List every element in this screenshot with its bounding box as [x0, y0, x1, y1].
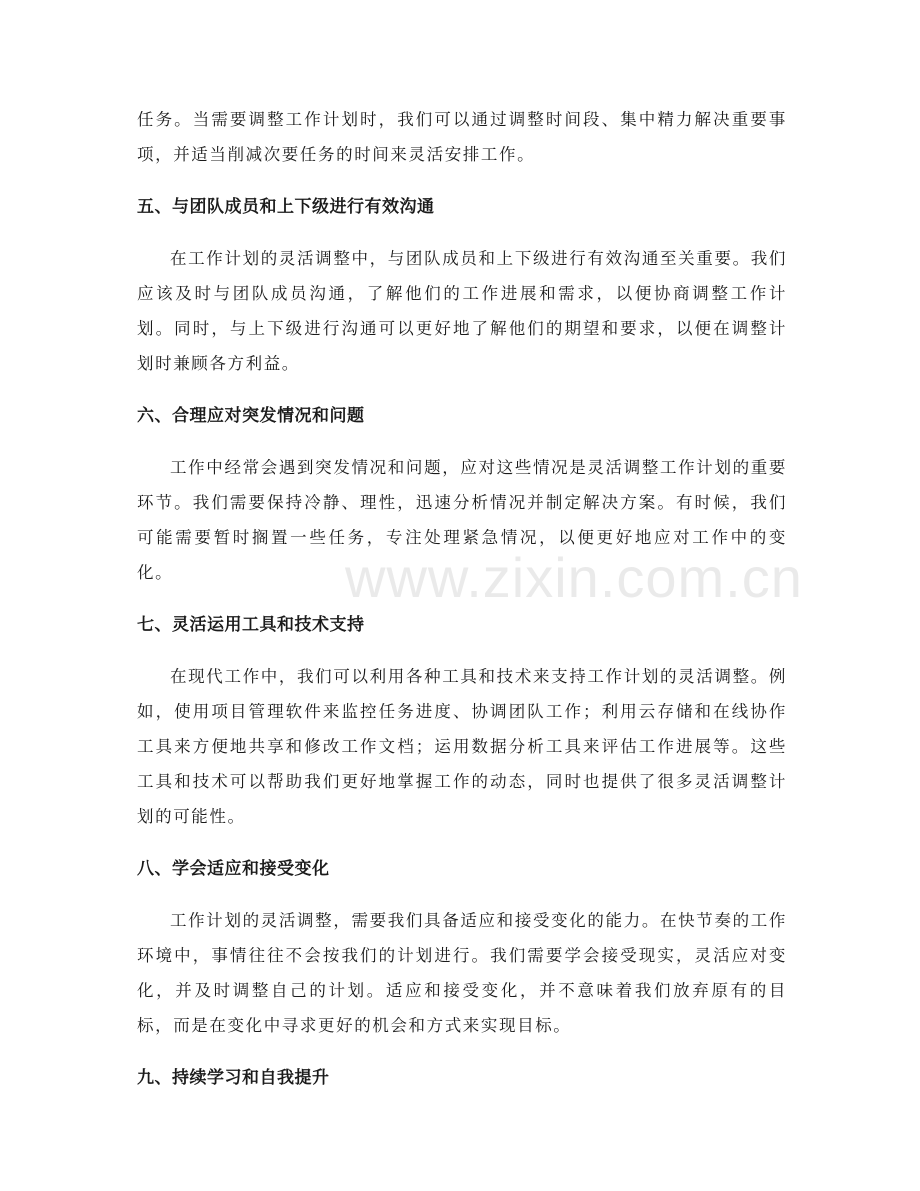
- section-heading-5: 五、与团队成员和上下级进行有效沟通: [137, 197, 435, 217]
- spacer: [137, 1043, 787, 1061]
- section-heading-7: 七、灵活运用工具和技术支持: [137, 615, 365, 635]
- watermark: www.zixin.com.cn: [345, 546, 803, 609]
- spacer: [137, 834, 787, 852]
- section-heading-6: 六、合理应对突发情况和问题: [137, 406, 365, 426]
- spacer: [137, 643, 787, 659]
- spacer: [137, 887, 787, 903]
- section-body-7: 在现代工作中，我们可以利用各种工具和技术来支持工作计划的灵活调整。例如，使用项目管理软件来监控任务进度、协调团队工作；利用云存储和在线协作工具来方便地共享和修改工作文档；运用数据分析工具来评估工作进展等。这些工具和技术可以帮助我们更好地掌握工作的动态，同时也提供了很多灵活调整计划的可能性。: [137, 667, 787, 826]
- section-heading-8: 八、学会适应和接受变化: [137, 859, 330, 879]
- spacer: [137, 434, 787, 450]
- document-content: [137, 102, 787, 1096]
- section-body-5: 在工作计划的灵活调整中，与团队成员和上下级进行有效沟通至关重要。我们应该及时与团队成员沟通，了解他们的工作进展和需求，以便协商调整工作计划。同时，与上下级进行沟通可以更好地了解他们的期望和要求，以便在调整计划时兼顾各方利益。: [137, 249, 787, 373]
- spacer: [137, 225, 787, 241]
- intro-paragraph: 任务。当需要调整工作计划时，我们可以通过调整时间段、集中精力解决重要事项，并适当削减次要任务的时间来灵活安排工作。: [137, 110, 787, 164]
- spacer: [137, 172, 787, 190]
- section-body-6: 工作中经常会遇到突发情况和问题，应对这些情况是灵活调整工作计划的重要环节。我们需要保持冷静、理性，迅速分析情况并制定解决方案。有时候，我们可能需要暂时搁置一些任务，专注处理紧急情况，以便更好地应对工作中的变化。: [137, 458, 787, 582]
- section-heading-9: 九、持续学习和自我提升: [137, 1068, 330, 1088]
- section-body-8: 工作计划的灵活调整，需要我们具备适应和接受变化的能力。在快节奏的工作环境中，事情往往不会按我们的计划进行。我们需要学会接受现实，灵活应对变化，并及时调整自己的计划。适应和接受变化，并不意味着我们放弃原有的目标，而是在变化中寻求更好的机会和方式来实现目标。: [137, 911, 787, 1035]
- spacer: [137, 381, 787, 399]
- spacer: [137, 590, 787, 608]
